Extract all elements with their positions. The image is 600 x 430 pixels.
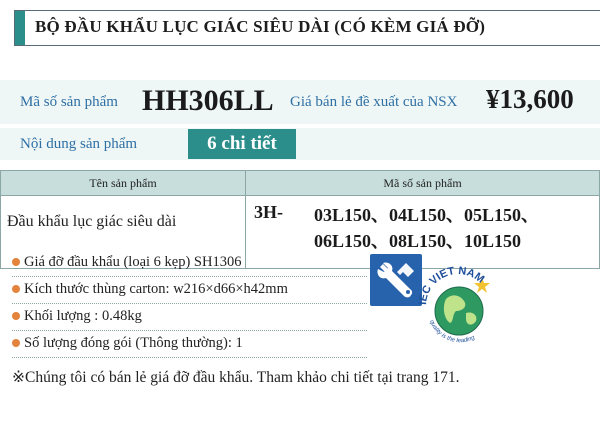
product-code-label: Mã số sản phẩm <box>20 94 118 110</box>
list-item <box>12 277 367 304</box>
title-accent-bar <box>15 11 25 45</box>
product-code-row <box>0 80 600 124</box>
list-item-text: Số lượng đóng gói (Thông thường): 1 <box>24 335 243 351</box>
product-code: HH306LL <box>142 84 274 117</box>
price-value: ¥13,600 <box>486 84 574 114</box>
iec-vietnam-logo <box>412 255 504 353</box>
table-header-row <box>1 171 600 196</box>
bullet-dot <box>12 258 20 266</box>
bullet-dot <box>12 312 20 320</box>
list-item-text: Khối lượng : 0.48kg <box>24 308 142 324</box>
list-item-text: Kích thước thùng carton: w216×d66×h42mm <box>24 281 288 297</box>
table-header-code: Mã số sản phẩm <box>246 171 600 196</box>
content-row <box>0 128 600 160</box>
spec-list <box>12 250 367 358</box>
table-header-name: Tên sản phẩm <box>1 171 246 196</box>
title-band <box>14 10 600 46</box>
page-title: BỘ ĐẦU KHẨU LỤC GIÁC SIÊU DÀI (CÓ KÈM GIÁ ĐỠ) <box>35 17 486 36</box>
bullet-dot <box>12 285 20 293</box>
codes-line-1: 03L150、04L150、05L150、 <box>314 205 540 225</box>
list-item <box>12 304 367 331</box>
list-item <box>12 331 367 358</box>
table-cell-name: Đầu khẩu lục giác siêu dài <box>1 196 246 269</box>
footnote: ※Chúng tôi có bán lẻ giá đỡ đầu khẩu. Tham khảo chi tiết tại trang 171. <box>12 369 460 386</box>
logo-brand-text: IEC VIET NAM <box>416 264 487 306</box>
price-label: Giá bán lẻ đề xuất của NSX <box>290 94 458 110</box>
globe-icon <box>412 255 504 353</box>
content-label: Nội dung sản phẩm <box>20 136 138 152</box>
list-item <box>12 250 367 277</box>
codes-line-2: 06L150、08L150、10L150 <box>314 231 522 251</box>
table-cell-prefix: 3H- <box>246 196 309 269</box>
content-badge: 6 chi tiết <box>188 129 296 159</box>
logo-tagline-text: quality is the leading <box>428 319 476 345</box>
list-item-text: Giá đỡ đầu khẩu (loại 6 kẹp) SH1306 <box>24 254 242 270</box>
bullet-dot <box>12 339 20 347</box>
